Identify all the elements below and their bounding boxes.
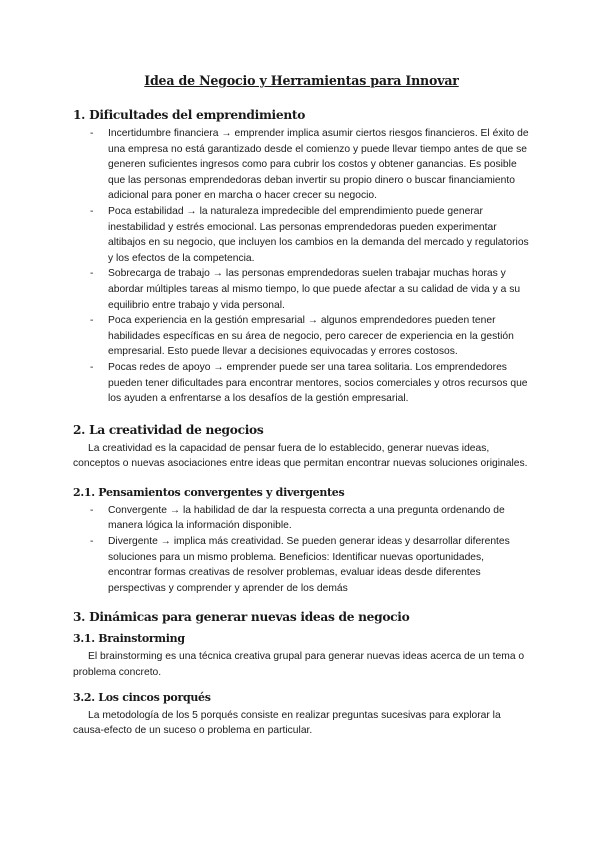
bullet-dash: - (90, 361, 94, 373)
section-1-heading: 1. Dificultades del emprendimiento (73, 108, 306, 122)
list-item (73, 313, 530, 360)
list-item (73, 266, 530, 313)
bullet-dash: - (90, 268, 94, 280)
list-item-text: Poca estabilidad → la naturaleza impredecible del emprendimiento puede generar inestabilidad y estrés emocional. Las personas emprendedoras pueden experimentar altibajos en su negocio, que incluyen los cambios en la demanda del mercado y regulatorios y los efectos de la competencia. (108, 205, 529, 264)
list-item (73, 360, 530, 407)
spacer (73, 681, 530, 691)
list-item (73, 534, 530, 596)
section-2-1-list (73, 503, 530, 597)
section-3-2-paragraph: La metodología de los 5 porqués consiste en realizar preguntas sucesivas para explorar la causa-efecto de un suceso o problema en particular. (73, 709, 501, 737)
section-2-heading: 2. La creatividad de negocios (73, 422, 264, 437)
section-3-2-heading: 3.2. Los cincos porqués (73, 690, 211, 704)
bullet-dash: - (90, 536, 94, 548)
bullet-dash: - (90, 128, 94, 139)
list-item (73, 204, 530, 266)
document-title: Idea de Negocio y Herramientas para Innovar (144, 73, 459, 88)
bullet-dash: - (90, 315, 94, 327)
section-2-1-heading: 2.1. Pensamientos convergentes y divergentes (73, 485, 345, 499)
spacer (73, 472, 530, 486)
section-2-paragraph: La creatividad es la capacidad de pensar fuera de lo establecido, generar nuevas ideas, conceptos o nuevas asociaciones entre ideas que permitan encontrar nuevas soluciones originales. (73, 442, 528, 470)
bullet-dash: - (90, 205, 94, 217)
section-1-list (73, 126, 530, 407)
section-3-1-heading: 3.1. Brainstorming (73, 632, 185, 646)
list-item-text: Divergente → implica más creatividad. Se pueden generar ideas y desarrollar diferentes soluciones para un mismo problema. Beneficios: Identificar nuevas oportunidades, encontrar formas creativas de resolver problemas, evaluar ideas desde diferentes perspectivas y comprender y aprender de los demás (108, 536, 510, 594)
list-item-text: Pocas redes de apoyo → emprender puede ser una tarea solitaria. Los emprendedores pueden tener dificultades para encontrar mentores, socios comerciales y otros recursos que los ayuden a enfrentarse a los desafíos de la gestión empresarial. (108, 361, 528, 405)
spacer (73, 596, 530, 610)
list-item-text: Incertidumbre financiera → emprender implica asumir ciertos riesgos financieros. El éxito de una empresa no está garantizado desde el comienzo y puede llevar tiempo antes de que se generen suficientes ingresos como para cubrir los costos y obtener ganancias. Es posible que las personas emprendedoras deban invertir su propio dinero o buscar financiamiento adicional para poner en marcha o hacer crecer su negocio. (108, 128, 529, 202)
spacer (73, 407, 530, 423)
list-item (73, 503, 530, 534)
list-item-text: Poca experiencia en la gestión empresarial → algunos emprendedores pueden tener habilidades específicas en su área de negocio, pero carecer de experiencia en la gestión empresarial. Esto puede llevar a decisiones equivocadas y errores costosos. (108, 315, 514, 358)
list-item-text: Sobrecarga de trabajo → las personas emprendedoras suelen trabajar muchas horas y abordar múltiples tareas al mismo tiempo, lo que puede afectar a su calidad de vida y a su equilibrio entre trabajo y vida personal. (108, 268, 521, 311)
list-item-text: Convergente → la habilidad de dar la respuesta correcta a una pregunta ordenando de manera lógica la información disponible. (108, 504, 505, 532)
section-3-1-paragraph: El brainstorming es una técnica creativa grupal para generar nuevas ideas acerca de un tema o problema concreto. (73, 651, 525, 679)
list-item (73, 126, 530, 204)
bullet-dash: - (90, 504, 94, 516)
section-3-heading: 3. Dinámicas para generar nuevas ideas de negocio (73, 610, 410, 625)
